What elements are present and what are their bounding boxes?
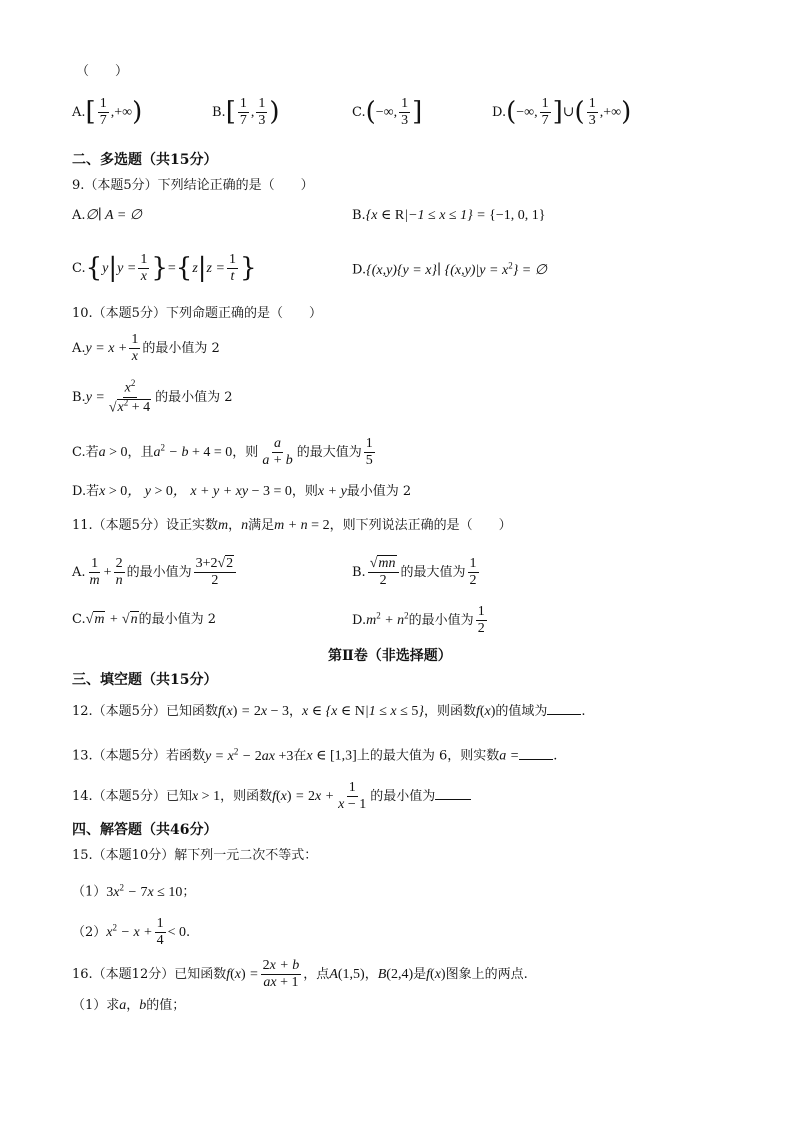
- q8-option-b: B.[ $\frac{1}{7}$ , $\frac{1}{3}$ ): [212, 96, 280, 129]
- q15-part-2: $(2)x^2 - x$ + $\frac{1}{4}$ < 0.: [72, 916, 191, 949]
- q11-stem: 11.（本题5分）设正实数m，n满足m + n = 2，则下列说法正确的是（ ）: [72, 518, 512, 533]
- q11-option-a: A. $\frac{1}{m}$ + $\frac{2}{n}$ 的最小值为 $\frac{3+2√2}{2}$: [72, 556, 238, 589]
- q16-part-1: （1）求a，b的值；: [72, 998, 186, 1013]
- q15-stem: 15.（本题10分）解下列一元二次不等式：: [72, 848, 318, 863]
- q8-paren: （ ）: [76, 64, 129, 79]
- q9-option-b: B.{x ∈ R|−1 ≤ x ≤ 1} = {−1, 0, 1}: [352, 208, 546, 223]
- q8-option-c: C.(−∞, $\frac{1}{3}$ ]: [352, 96, 423, 129]
- q10-option-b: B.y = $\frac{x^2}{√x^2 + 4}$ 的最小值为 2: [72, 378, 233, 416]
- q9-option-a: A.∅∣ A = ∅: [72, 208, 143, 223]
- q10-option-d: D.若x > 0， y > 0， x + y + xy − 3 = 0，则x + y最小值为 2: [72, 484, 412, 499]
- q15-part-1: $(1)3x^2 - 7x \le 10$；: [72, 882, 196, 900]
- q10-stem: 10.（本题5分）下列命题正确的是（ ）: [72, 306, 322, 321]
- section-2-title: 二、多选题（共15分）: [72, 152, 218, 168]
- q12: 12.（本题5分）已知函数f(x) = 2x − 3，x ∈ {x ∈ N|1 ≤ x ≤ 5}，则函数f(x)的值域为 .: [72, 704, 586, 719]
- q9-stem: 9.（本题5分）下列结论正确的是（ ）: [72, 178, 314, 193]
- q11-option-d: $D.m^2 + n^2$的最小值为 $\frac{1}{2}$: [352, 604, 485, 637]
- q9-option-d: D.{(x,y){y = x}∣ $\{(x,y)|y = x^2\}$ = ∅: [352, 260, 547, 278]
- q8-option-d: D.(−∞, $\frac{1}{7}$ ]∪( $\frac{1}{3}$ ,+∞): [492, 96, 632, 129]
- q16: 16.（本题12分）已知函数f(x) = $\frac{2x + b}{ax + 1}$ ，点A(1,5)，B(2,4)是f(x)图象上的两点.: [72, 958, 528, 991]
- q8-option-a: A.[ $\frac{1}{7}$ ,+∞): [72, 96, 143, 129]
- q11-option-c: C.√m + √n的最小值为 2: [72, 612, 216, 627]
- section-3-title: 三、填空题（共15分）: [72, 672, 218, 688]
- q14: 14.（本题5分）已知x > 1，则函数f(x) = 2x + $\frac{1}{x - 1}$ 的最小值为: [72, 780, 471, 813]
- q13: 13.（本题5分）若函数$y = x^2 - 2ax +3$在x ∈ [1,3]上的最大值为 6，则实数a = .: [72, 746, 558, 764]
- q10-option-c: C.若a > 0，且$a^2 - b + 4 = 0$，则 $\frac{a}{a + b}$ 的最大值为 $\frac{1}{5}$: [72, 436, 373, 469]
- q9-option-c: C.{y|y = $\frac{1}{x}$ }={z|z = $\frac{1}{t}$ }: [72, 252, 257, 285]
- q11-option-b: B. $\frac{√mn}{2}$ 的最大值为 $\frac{1}{2}$: [352, 556, 477, 589]
- q10-option-a: A.y = x + $\frac{1}{x}$ 的最小值为 2: [72, 332, 220, 365]
- volume-2-title: 第Ⅱ卷（非选择题）: [328, 648, 452, 664]
- section-4-title: 四、解答题（共46分）: [72, 822, 218, 838]
